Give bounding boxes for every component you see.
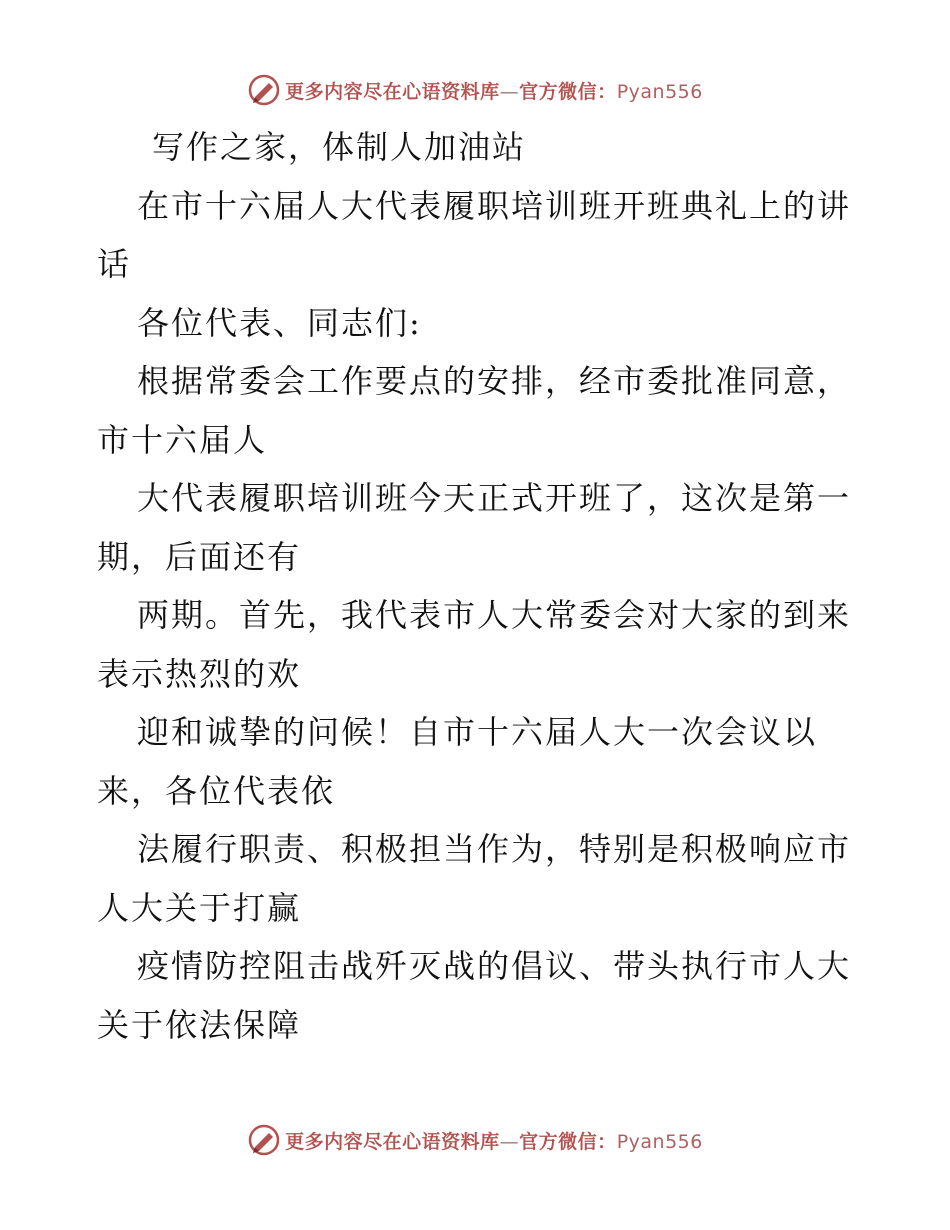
document-line: 表示热烈的欢 — [97, 654, 302, 693]
pen-logo-icon — [247, 1123, 281, 1157]
pen-logo-icon — [247, 73, 281, 107]
document-line: 迎和诚挚的问候！自市十六届人大一次会议以 — [137, 713, 818, 751]
banner-dash: — — [499, 1130, 520, 1153]
document-line: 市十六届人 — [97, 420, 268, 459]
banner-wechat-label: 官方微信： — [519, 80, 617, 103]
document-line: 人大关于打赢 — [97, 888, 302, 927]
footer-banner — [0, 1120, 950, 1160]
banner-wechat-id: Pyan556 — [616, 1130, 703, 1153]
banner-site-text: 更多内容尽在心语资料库 — [285, 1130, 500, 1153]
banner-wechat-label: 官方微信： — [519, 1130, 617, 1153]
header-banner — [0, 70, 950, 110]
document-line: 期，后面还有 — [97, 537, 302, 576]
document-line: 话 — [97, 245, 132, 283]
document-line: 关于依法保障 — [97, 1005, 302, 1044]
document-line: 大代表履职培训班今天正式开班了，这次是第一 — [137, 479, 852, 517]
document-line: 根据常委会工作要点的安排，经市委批准同意， — [137, 362, 852, 400]
document-line: 各位代表、同志们: — [137, 303, 422, 342]
document-line: 疫情防控阻击战歼灭战的倡议、带头执行市人大 — [137, 947, 852, 985]
document-body — [97, 118, 857, 1054]
document-line: 两期。首先，我代表市人大常委会对大家的到来 — [137, 596, 852, 634]
banner-site-text: 更多内容尽在心语资料库 — [285, 80, 500, 103]
document-line: 法履行职责、积极担当作为，特别是积极响应市 — [137, 830, 852, 868]
document-line: 在市十六届人大代表履职培训班开班典礼上的讲 — [137, 186, 852, 225]
banner-wechat-id: Pyan556 — [616, 80, 703, 103]
banner-dash: — — [499, 80, 520, 103]
document-line: 写作之家，体制人加油站 — [152, 128, 527, 166]
document-line: 来，各位代表依 — [97, 771, 336, 810]
banner-text — [285, 77, 703, 104]
banner-text — [285, 1127, 703, 1154]
